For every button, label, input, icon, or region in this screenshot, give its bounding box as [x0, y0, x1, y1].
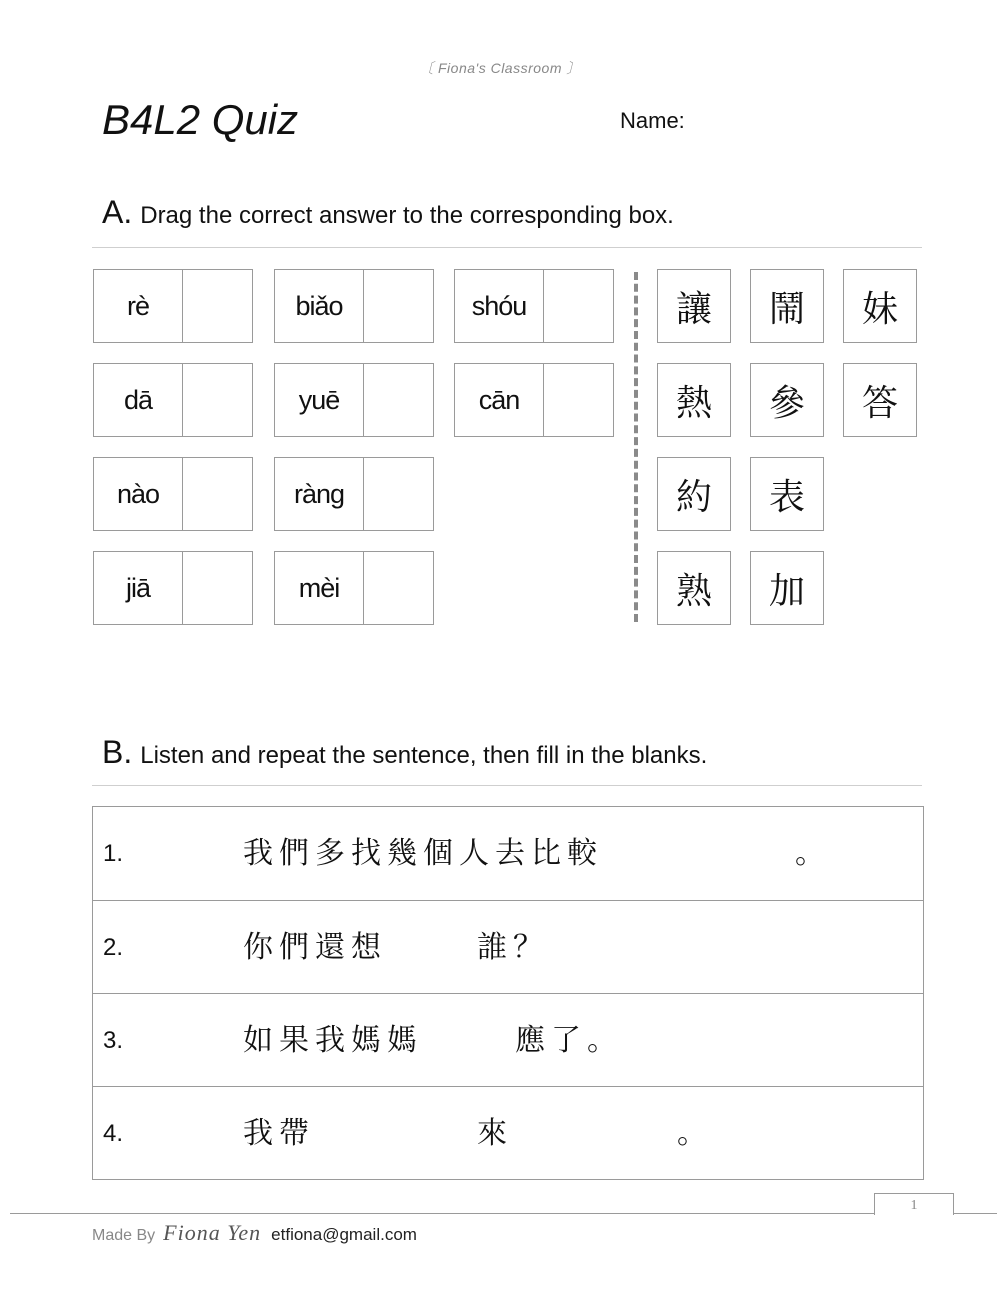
pinyin-drop-pair: [454, 363, 614, 437]
name-label: Name:: [620, 108, 685, 133]
footer: [92, 1220, 417, 1246]
draggable-character[interactable]: 加: [750, 551, 824, 625]
draggable-character[interactable]: 熟: [657, 551, 731, 625]
sentence-text: 來: [477, 1116, 513, 1151]
section-b-heading: [102, 734, 707, 771]
section-b-instruction: Listen and repeat the sentence, then fill in the blanks.: [140, 742, 708, 769]
draggable-character[interactable]: 約: [657, 457, 731, 531]
section-a-letter: A.: [102, 194, 133, 230]
sentence-text: 誰？: [477, 930, 549, 965]
footer-divider: [953, 1213, 997, 1214]
answer-drop-box[interactable]: [183, 270, 252, 342]
table-row: [93, 1086, 923, 1179]
table-row: [93, 900, 923, 993]
pinyin-drop-pair: [93, 269, 253, 343]
answer-drop-box[interactable]: [364, 270, 433, 342]
draggable-character[interactable]: 鬧: [750, 269, 824, 343]
pinyin-label: ràng: [275, 458, 364, 530]
made-by-label: Made By: [92, 1227, 156, 1244]
pinyin-drop-pair: [274, 551, 434, 625]
row-number: 1.: [103, 840, 124, 867]
pinyin-drop-pair: [93, 363, 253, 437]
pinyin-drop-pair: [93, 551, 253, 625]
answer-drop-box[interactable]: [183, 458, 252, 530]
sentence-text: 。: [795, 836, 831, 871]
answer-drop-box[interactable]: [364, 552, 433, 624]
page-number: 1: [874, 1193, 954, 1215]
pinyin-label: yuē: [275, 364, 364, 436]
draggable-character[interactable]: 表: [750, 457, 824, 531]
pinyin-drop-pair: [274, 363, 434, 437]
section-a-instruction: Drag the correct answer to the corresponding box.: [140, 202, 674, 229]
author-signature: Fiona Yen: [163, 1220, 262, 1245]
pinyin-drop-pair: [274, 457, 434, 531]
pinyin-label: jiā: [94, 552, 183, 624]
dashed-divider: [634, 272, 638, 622]
answer-drop-box[interactable]: [364, 364, 433, 436]
sentence-table: [92, 806, 924, 1180]
answer-drop-box[interactable]: [364, 458, 433, 530]
answer-drop-box[interactable]: [183, 364, 252, 436]
table-row: [93, 807, 923, 900]
pinyin-label: rè: [94, 270, 183, 342]
answer-drop-box[interactable]: [544, 270, 613, 342]
answer-drop-box[interactable]: [544, 364, 613, 436]
draggable-character[interactable]: 參: [750, 363, 824, 437]
footer-divider: [10, 1213, 875, 1214]
section-b-letter: B.: [102, 734, 133, 770]
sentence-text: 應了。: [515, 1023, 623, 1058]
sentence-text: 你們還想: [243, 930, 387, 965]
pinyin-drop-pair: [93, 457, 253, 531]
draggable-character[interactable]: 熱: [657, 363, 731, 437]
draggable-character[interactable]: 妹: [843, 269, 917, 343]
sentence-text: 我們多找幾個人去比較: [243, 836, 603, 871]
sentence-text: 。: [677, 1116, 713, 1151]
section-a-heading: [102, 194, 674, 231]
pinyin-drop-pair: [274, 269, 434, 343]
pinyin-label: cān: [455, 364, 544, 436]
pinyin-label: shóu: [455, 270, 544, 342]
header-note: 〔 Fiona's Classroom 〕: [419, 60, 581, 76]
row-number: 4.: [103, 1120, 124, 1147]
section-a-divider: [92, 247, 922, 248]
author-email: etfiona@gmail.com: [271, 1225, 417, 1244]
row-number: 3.: [103, 1027, 124, 1054]
sentence-text: 我帶: [243, 1116, 315, 1151]
pinyin-drop-pair: [454, 269, 614, 343]
section-b-divider: [92, 785, 922, 786]
draggable-character[interactable]: 讓: [657, 269, 731, 343]
pinyin-label: biǎo: [275, 270, 364, 342]
answer-drop-box[interactable]: [183, 552, 252, 624]
pinyin-label: mèi: [275, 552, 364, 624]
quiz-title: B4L2 Quiz: [102, 96, 299, 143]
pinyin-label: dā: [94, 364, 183, 436]
row-number: 2.: [103, 934, 124, 961]
table-row: [93, 993, 923, 1086]
pinyin-label: nào: [94, 458, 183, 530]
draggable-character[interactable]: 答: [843, 363, 917, 437]
sentence-text: 如果我媽媽: [243, 1023, 423, 1058]
